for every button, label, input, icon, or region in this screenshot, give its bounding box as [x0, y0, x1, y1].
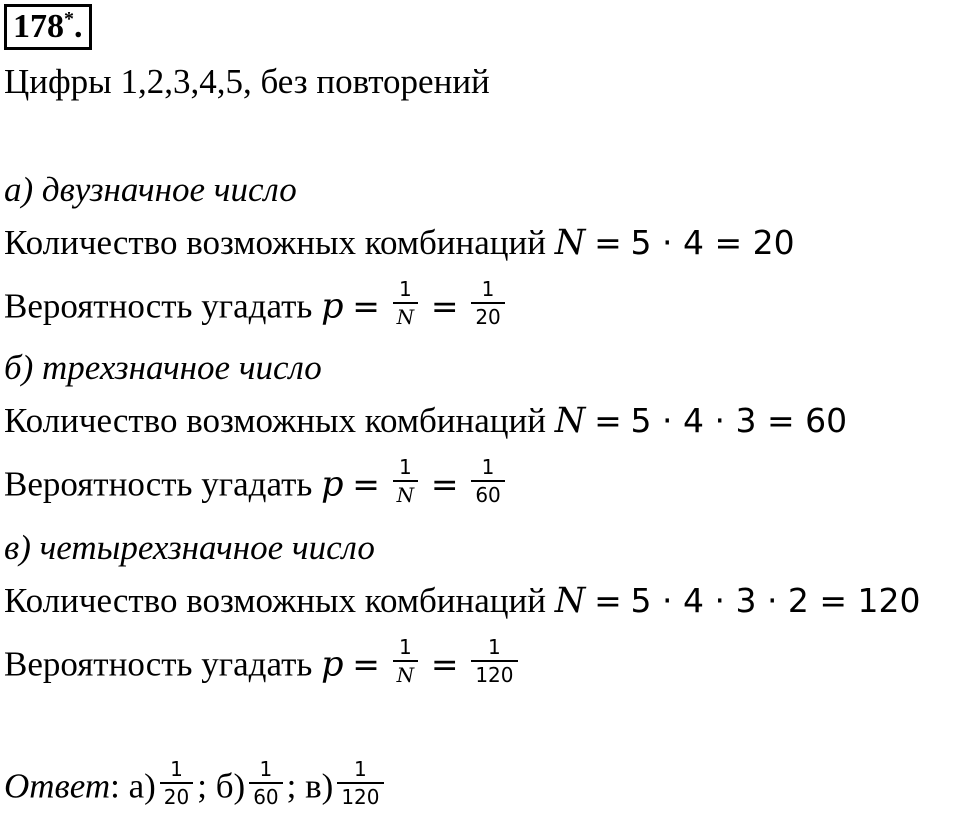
problem-number-value: 178 — [13, 8, 64, 45]
answer-a-fraction — [160, 759, 193, 808]
symbol-N: N — [554, 581, 586, 621]
part-c-combinations — [4, 583, 921, 619]
fraction-numerator: 1 — [399, 455, 412, 479]
fraction-denominator: 60 — [249, 782, 282, 808]
fraction-numerator: 1 — [488, 635, 501, 659]
fraction-numerator: 1 — [399, 635, 412, 659]
equals-sign: = — [430, 644, 459, 684]
answer-b-fraction — [249, 759, 282, 808]
part-b-combinations — [4, 403, 847, 439]
answer-c-fraction — [337, 759, 383, 808]
part-a-heading: а) двузначное число — [4, 170, 297, 209]
equals-sign: = — [352, 464, 380, 504]
symbol-p: p — [321, 286, 344, 327]
equals-sign: = — [430, 464, 459, 504]
probability-label: Вероятность угадать — [4, 286, 313, 326]
fraction-numerator: 1 — [170, 757, 183, 781]
part-b-probability — [4, 455, 509, 512]
fraction-1-over-N — [393, 279, 419, 328]
part-c-N-expression: 5 · 4 · 3 · 2 = 120 — [630, 581, 921, 620]
fraction-denominator: 60 — [471, 480, 504, 506]
probability-label: Вероятность угадать — [4, 464, 313, 504]
equals-sign: = — [594, 581, 622, 620]
symbol-N: N — [554, 401, 586, 441]
fraction-numerator: 1 — [481, 455, 495, 479]
fraction-denominator: 120 — [337, 782, 383, 808]
combinations-label: Количество возможных комбинаций — [4, 401, 546, 440]
answer-a-separator: ; — [197, 766, 207, 806]
equals-sign: = — [594, 223, 622, 262]
equals-sign: = — [352, 644, 380, 684]
symbol-p: p — [321, 464, 344, 505]
equals-sign: = — [430, 286, 459, 326]
answer-a-prefix: а) — [128, 766, 156, 806]
fraction-denominator: 20 — [160, 782, 193, 808]
answer-label: Ответ — [4, 766, 111, 806]
part-a-N-expression: 5 · 4 = 20 — [630, 223, 795, 262]
symbol-N: N — [554, 223, 586, 263]
fraction-1-over-N — [393, 457, 419, 506]
condition-text: Цифры 1,2,3,4,5, без повторений — [4, 62, 490, 101]
part-a-probability — [4, 277, 509, 334]
part-a-combinations — [4, 225, 795, 261]
problem-number — [4, 4, 92, 50]
fraction-denominator: N — [393, 660, 419, 686]
problem-dot: . — [74, 8, 83, 45]
fraction-denominator: N — [393, 302, 419, 328]
fraction-numerator: 1 — [259, 757, 273, 781]
probability-label: Вероятность угадать — [4, 644, 313, 684]
fraction-numerator: 1 — [399, 277, 412, 301]
answer-b-separator: ; — [286, 766, 297, 806]
equals-sign: = — [352, 286, 380, 326]
problem-star: * — [64, 8, 74, 30]
combinations-label: Количество возможных комбинаций — [4, 223, 546, 262]
symbol-p: p — [321, 644, 344, 685]
part-b-N-expression: 5 · 4 · 3 = 60 — [630, 401, 848, 440]
part-c-result-fraction — [471, 637, 517, 686]
fraction-denominator: N — [393, 480, 419, 506]
fraction-numerator: 1 — [481, 277, 495, 301]
fraction-denominator: 120 — [471, 660, 517, 686]
combinations-label: Количество возможных комбинаций — [4, 581, 546, 620]
fraction-denominator: 20 — [471, 302, 504, 328]
part-b-heading: б) трехзначное число — [4, 348, 322, 387]
equals-sign: = — [594, 401, 622, 440]
part-a-result-fraction — [471, 279, 504, 328]
answer-b-prefix: б) — [215, 766, 246, 806]
answer-line: Ответ: а) $\frac{1}{20}$ ; б) $\frac{1}{60}$ ; в) $\frac{1}{120}$ — [4, 765, 388, 814]
part-c-probability — [4, 635, 522, 692]
fraction-numerator: 1 — [354, 757, 367, 781]
part-c-heading: в) четырехзначное число — [4, 528, 375, 567]
answer-c-prefix: в) — [305, 766, 334, 806]
fraction-1-over-N — [393, 637, 419, 686]
part-b-result-fraction — [471, 457, 504, 506]
